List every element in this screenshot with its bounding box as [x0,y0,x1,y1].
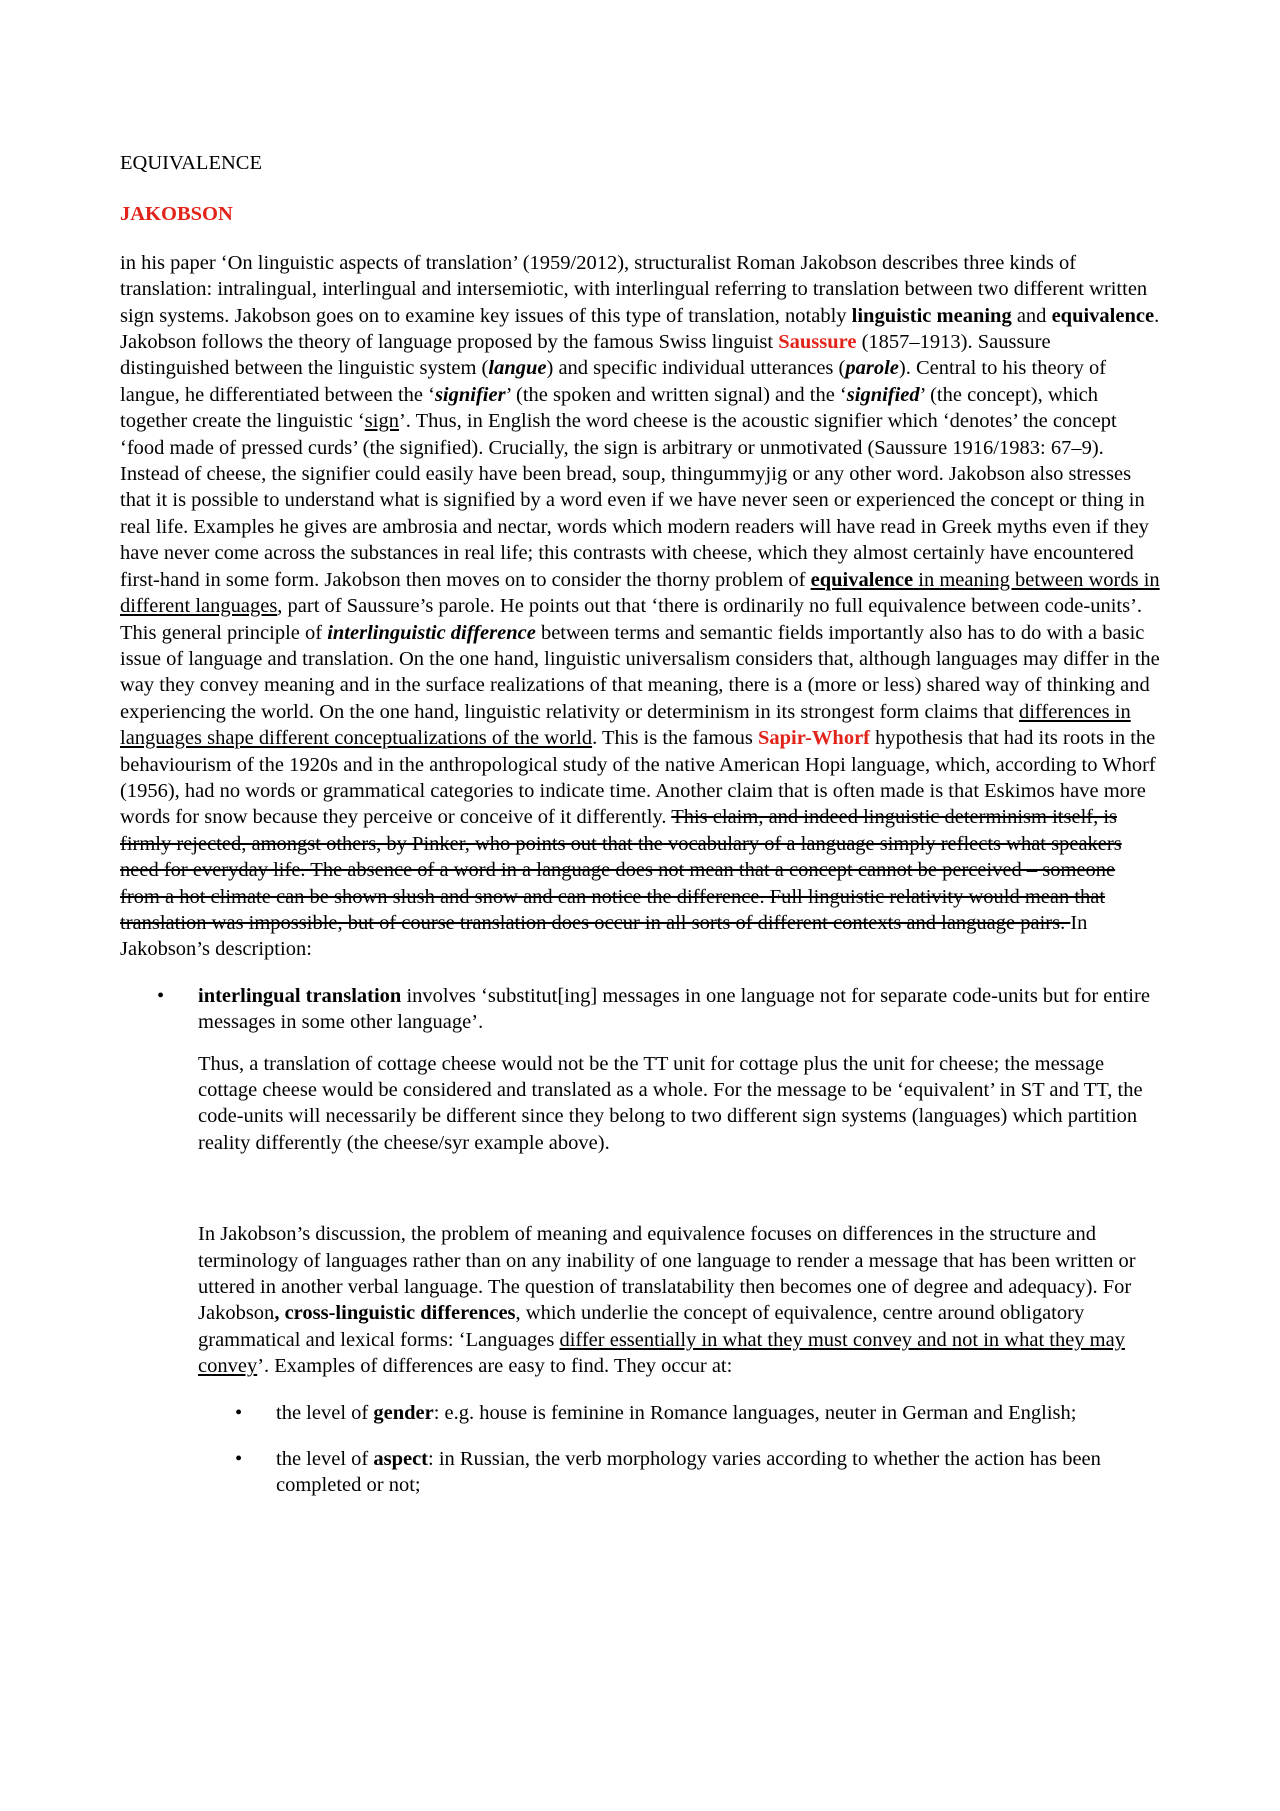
bullet-marker: • [157,984,165,1007]
highlight-saussure: Saussure [778,331,857,354]
section-heading-jakobson: JAKOBSON [120,203,233,226]
paragraph-cottage-cheese: Thus, a translation of cottage cheese would not be the TT unit for cottage plus the unit for cheese; the message cottage cheese would be considered and translated as a whole. For the message to be ‘equivalent’ in ST and TT, the code-units will necessarily be different since they belong to two different sign systems (languages) which partition reality differently (the cheese/syr example above). [198,1052,1143,1154]
paragraph-discussion: In Jakobson’s discussion, the problem of meaning and equivalence focuses on differences in the structure and terminology of languages rather than on any inability of one language to render a message that has been written or uttered in another verbal language. The question of translatability then becomes one of degree and adequacy). For Jakobson, cross-linguistic differences, which underlie the concept of equivalence, centre around obligatory grammatical and lexical forms: ‘Languages differ essentially in what they must convey and not in what they may convey’. Examples of differences are easy to find. They occur at: [198,1223,1136,1378]
paragraph-main: in his paper ‘On linguistic aspects of translation’ (1959/2012), structuralist Roman Jakobson describes three kinds of translation: intralingual, interlingual and intersemiotic, with interlingual referring to translation between two different written sign systems. Jakobson goes on to examine key issues of this type of translation, notably linguistic meaning and equivalence. Jakobson follows the theory of language proposed by the famous Swiss linguist Saussure (1857–1913). Saussure distinguished between the linguistic system (langue) and specific individual utterances (parole). Central to his theory of langue, he differentiated between the ‘signifier’ (the spoken and written signal) and the ‘signified’ (the concept), which together create the linguistic ‘sign’. Thus, in English the word cheese is the acoustic signifier which ‘denotes’ the concept ‘food made of pressed curds’ (the signified). Crucially, the sign is arbitrary or unmotivated (Saussure 1916/1983: 67–9). Instead of cheese, the signifier could easily have been bread, soup, thingummyjig or any other word. Jakobson also stresses that it is possible to understand what is signified by a word even if we have never seen or experienced the concept or thing in real life. Examples he gives are ambrosia and nectar, words which modern readers will have read in Greek myths even if they have never come across the substances in real life; this contrasts with cheese, which they almost certainly have encountered first-hand in some form. Jakobson then moves on to consider the thorny problem of equivalence in meaning between words in different languages, part of Saussure’s parole. He points out that ‘there is ordinarily no full equivalence between code-units’. This general principle of interlinguistic difference between terms and semantic fields importantly also has to do with a basic issue of language and translation. On the one hand, linguistic universalism considers that, although languages may differ in the way they convey meaning and in the surface realizations of that meaning, there is a (more or less) shared way of thinking and experiencing the world. On the one hand, linguistic relativity or determinism in its strongest form claims that differences in languages shape different conceptualizations of the world. This is the famous Sapir-Whorf hypothesis that had its roots in the behaviourism of the 1920s and in the anthropological study of the native American Hopi language, which, according to Whorf (1956), had no words or grammatical categories to indicate time. Another claim that is often made is that Eskimos have more words for snow because they perceive or conceive of it differently. This claim, and indeed linguistic determinism itself, is firmly rejected, amongst others, by Pinker, who points out that the vocabulary of a language simply reflects what speakers need for everyday life. The absence of a word in a language does not mean that a concept cannot be perceived – someone from a hot climate can be shown slush and snow and can notice the difference. Full linguistic relativity would mean that translation was impossible, but of course translation does occur in all sorts of different contexts and language pairs. In Jakobson’s description: [120,251,1160,961]
bullet-marker: • [235,1448,243,1471]
document-title: EQUIVALENCE [120,152,262,174]
bullet-list-differences [120,1400,1160,1499]
document-body [120,150,1160,1499]
bullet-marker: • [235,1401,243,1424]
list-item: • interlingual translation involves ‘substitut[ing] messages in one language not for separate code-units but for entire messages in some other language’. [157,984,1150,1034]
highlight-sapir-whorf: Sapir-Whorf [758,727,870,750]
list-item: • the level of gender: e.g. house is feminine in Romance languages, neuter in German and English; [276,1400,1160,1426]
bullet-list-translation [120,983,1160,1036]
struck-through-text: This claim, and indeed linguistic determinism itself, is firmly rejected, amongst others, by Pinker, who points out that the vocabulary of a language simply reflects what speakers need for everyday life. The absence of a word in a language does not mean that a concept cannot be perceived – someone from a hot climate can be shown slush and snow and can notice the difference. Full linguistic relativity would mean that translation was impossible, but of course translation does occur in all sorts of different contexts and language pairs. [120,806,1122,934]
spacer [120,1156,1160,1206]
list-item: • the level of aspect: in Russian, the verb morphology varies according to whether the action has been completed or not; [235,1448,1101,1497]
